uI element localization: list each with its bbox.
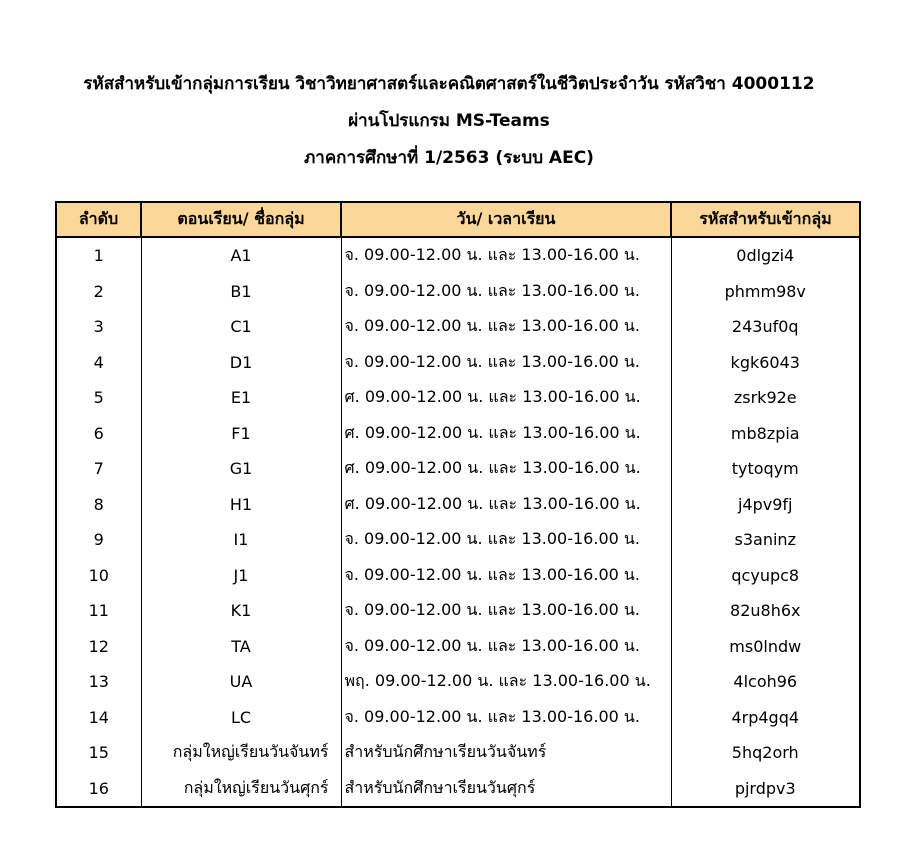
row-number: 7 — [56, 451, 141, 487]
row-number: 15 — [56, 735, 141, 771]
table-row — [56, 309, 860, 345]
table-row — [56, 700, 860, 736]
title-line-1: รหัสสำหรับเข้ากลุ่มการเรียน วิชาวิทยาศาสตร์และคณิตศาสตร์ในชีวิตประจำวัน รหัสวิชา 4000112 — [83, 74, 815, 94]
group-codes-table — [55, 201, 861, 808]
row-group: K1 — [141, 593, 341, 629]
table-row — [56, 558, 860, 594]
header-time: วัน/ เวลาเรียน — [341, 202, 671, 237]
table-body — [56, 237, 860, 807]
row-group: F1 — [141, 416, 341, 452]
row-time: ศ. 09.00-12.00 น. และ 13.00-16.00 น. — [341, 487, 671, 523]
row-number: 13 — [56, 664, 141, 700]
row-group: J1 — [141, 558, 341, 594]
row-group: H1 — [141, 487, 341, 523]
row-number: 1 — [56, 237, 141, 274]
row-time: ศ. 09.00-12.00 น. และ 13.00-16.00 น. — [341, 416, 671, 452]
row-time: จ. 09.00-12.00 น. และ 13.00-16.00 น. — [341, 629, 671, 665]
row-time: จ. 09.00-12.00 น. และ 13.00-16.00 น. — [341, 522, 671, 558]
row-time: จ. 09.00-12.00 น. และ 13.00-16.00 น. — [341, 558, 671, 594]
row-time: สำหรับนักศึกษาเรียนวันจันทร์ — [341, 735, 671, 771]
row-number: 8 — [56, 487, 141, 523]
row-number: 3 — [56, 309, 141, 345]
row-number: 9 — [56, 522, 141, 558]
row-group: C1 — [141, 309, 341, 345]
row-group: E1 — [141, 380, 341, 416]
header-code: รหัสสำหรับเข้ากลุ่ม — [671, 202, 860, 237]
table-row — [56, 274, 860, 310]
row-number: 4 — [56, 345, 141, 381]
row-time: จ. 09.00-12.00 น. และ 13.00-16.00 น. — [341, 309, 671, 345]
row-time: จ. 09.00-12.00 น. และ 13.00-16.00 น. — [341, 593, 671, 629]
table-row — [56, 487, 860, 523]
row-group: กลุ่มใหญ่เรียนวันจันทร์ — [141, 735, 341, 771]
row-group: UA — [141, 664, 341, 700]
row-code: 82u8h6x — [671, 593, 860, 629]
row-code: j4pv9fj — [671, 487, 860, 523]
row-time: จ. 09.00-12.00 น. และ 13.00-16.00 น. — [341, 345, 671, 381]
table-row — [56, 522, 860, 558]
row-time: พฤ. 09.00-12.00 น. และ 13.00-16.00 น. — [341, 664, 671, 700]
title-line-2: ผ่านโปรแกรม MS-Teams — [348, 111, 550, 131]
row-number: 2 — [56, 274, 141, 310]
table-row — [56, 771, 860, 808]
row-number: 5 — [56, 380, 141, 416]
table-row — [56, 345, 860, 381]
row-code: pjrdpv3 — [671, 771, 860, 808]
table-row — [56, 593, 860, 629]
row-number: 11 — [56, 593, 141, 629]
row-code: zsrk92e — [671, 380, 860, 416]
row-group: D1 — [141, 345, 341, 381]
table-row — [56, 416, 860, 452]
table-row — [56, 664, 860, 700]
row-code: kgk6043 — [671, 345, 860, 381]
row-code: 243uf0q — [671, 309, 860, 345]
row-number: 16 — [56, 771, 141, 808]
row-group: G1 — [141, 451, 341, 487]
header-group: ตอนเรียน/ ชื่อกลุ่ม — [141, 202, 341, 237]
row-time: จ. 09.00-12.00 น. และ 13.00-16.00 น. — [341, 700, 671, 736]
row-group: LC — [141, 700, 341, 736]
row-code: mb8zpia — [671, 416, 860, 452]
row-code: ms0lndw — [671, 629, 860, 665]
table-row — [56, 380, 860, 416]
row-group: A1 — [141, 237, 341, 274]
document-title — [0, 66, 898, 177]
row-code: s3aninz — [671, 522, 860, 558]
row-time: จ. 09.00-12.00 น. และ 13.00-16.00 น. — [341, 274, 671, 310]
row-code: phmm98v — [671, 274, 860, 310]
row-group: I1 — [141, 522, 341, 558]
row-number: 6 — [56, 416, 141, 452]
row-code: 4rp4gq4 — [671, 700, 860, 736]
row-time: ศ. 09.00-12.00 น. และ 13.00-16.00 น. — [341, 380, 671, 416]
header-no: ลำดับ — [56, 202, 141, 237]
title-line-3: ภาคการศึกษาที่ 1/2563 (ระบบ AEC) — [304, 148, 594, 168]
row-code: 5hq2orh — [671, 735, 860, 771]
row-code: qcyupc8 — [671, 558, 860, 594]
row-group: TA — [141, 629, 341, 665]
table-header-row — [56, 202, 860, 237]
row-time: จ. 09.00-12.00 น. และ 13.00-16.00 น. — [341, 237, 671, 274]
row-number: 10 — [56, 558, 141, 594]
row-group: B1 — [141, 274, 341, 310]
table-row — [56, 629, 860, 665]
row-number: 12 — [56, 629, 141, 665]
table-row — [56, 735, 860, 771]
row-code: tytoqym — [671, 451, 860, 487]
row-time: ศ. 09.00-12.00 น. และ 13.00-16.00 น. — [341, 451, 671, 487]
table-row — [56, 451, 860, 487]
row-number: 14 — [56, 700, 141, 736]
table-row — [56, 237, 860, 274]
row-code: 0dlgzi4 — [671, 237, 860, 274]
row-group: กลุ่มใหญ่เรียนวันศุกร์ — [141, 771, 341, 808]
row-time: สำหรับนักศึกษาเรียนวันศุกร์ — [341, 771, 671, 808]
row-code: 4lcoh96 — [671, 664, 860, 700]
